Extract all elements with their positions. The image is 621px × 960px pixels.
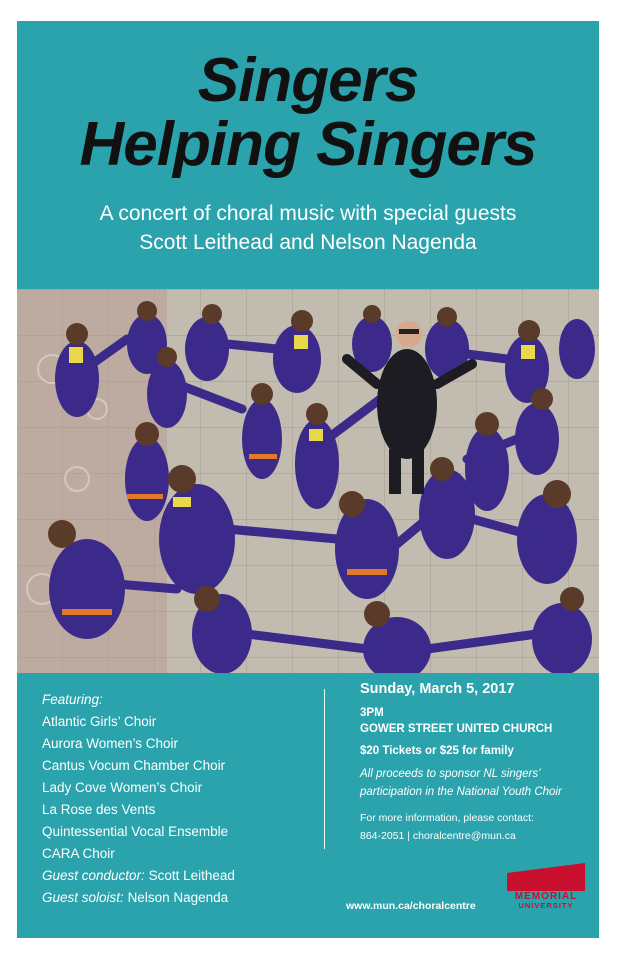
logo-line-2: UNIVERSITY xyxy=(518,901,574,910)
choir-photo-illustration xyxy=(17,289,599,673)
proceeds-line-1: All proceeds to sponsor NL singers’ xyxy=(360,768,541,780)
choir-item: Quintessential Vocal Ensemble xyxy=(42,824,229,839)
event-venue: GOWER STREET UNITED CHURCH xyxy=(360,723,553,735)
event-time: 3PM xyxy=(360,707,384,719)
guest-soloist xyxy=(42,887,312,909)
poster-title xyxy=(17,46,599,179)
choir-item: Cantus Vocum Chamber Choir xyxy=(42,758,226,773)
choir-item: Aurora Women’s Choir xyxy=(42,736,179,751)
contact-line-1: For more information, please contact: xyxy=(360,812,534,824)
guest-conductor-label: Guest conductor: xyxy=(42,868,145,883)
event-details xyxy=(360,681,592,845)
logo-line-1: MEMORIAL xyxy=(514,891,578,902)
poster-subtitle xyxy=(17,199,599,257)
guest-conductor-name: Scott Leithead xyxy=(148,868,235,883)
column-divider xyxy=(324,689,325,849)
title-line-1: Singers xyxy=(197,46,419,115)
concert-poster xyxy=(17,21,599,938)
website-link[interactable]: www.mun.ca/choralcentre xyxy=(346,900,476,912)
choir-item: Atlantic Girls’ Choir xyxy=(42,714,157,729)
featuring-list xyxy=(42,689,312,909)
subtitle-line-1: A concert of choral music with special guests xyxy=(99,202,517,225)
featuring-heading: Featuring: xyxy=(42,692,103,707)
choir-circle-photo xyxy=(17,289,599,673)
ticket-prices: $20 Tickets or $25 for family xyxy=(360,745,514,757)
guest-soloist-label: Guest soloist: xyxy=(42,890,124,905)
proceeds-line-2: participation in the National Youth Choir xyxy=(360,786,562,798)
guest-soloist-name: Nelson Nagenda xyxy=(127,890,229,905)
proceeds-note xyxy=(360,765,592,801)
choir-item: Lady Cove Women’s Choir xyxy=(42,780,203,795)
contact-line-2[interactable]: 864-2051 | choralcentre@mun.ca xyxy=(360,830,516,842)
choir-item: La Rose des Vents xyxy=(42,802,156,817)
subtitle-line-2: Scott Leithead and Nelson Nagenda xyxy=(139,231,477,254)
contact-info xyxy=(360,809,592,845)
event-date: Sunday, March 5, 2017 xyxy=(360,681,515,697)
title-line-2: Helping Singers xyxy=(79,110,537,179)
choir-item: CARA Choir xyxy=(42,846,115,861)
guest-conductor xyxy=(42,865,312,887)
